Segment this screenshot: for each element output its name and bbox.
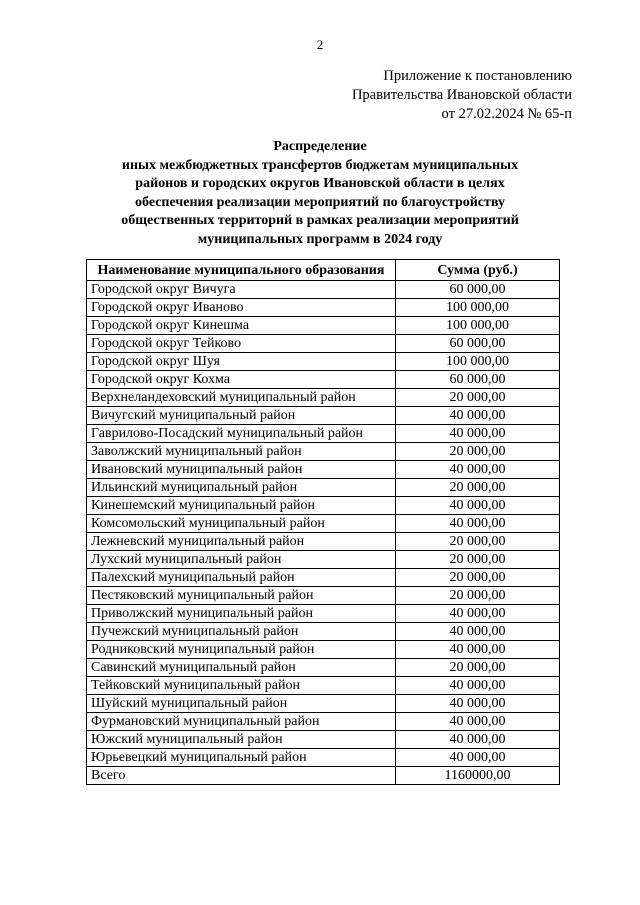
- table-row: [87, 479, 560, 497]
- title-line: районов и городских округов Ивановской области в целях: [135, 176, 505, 192]
- cell-name: Гаврилово-Посадский муниципальный район: [87, 425, 396, 443]
- cell-sum: 40 000,00: [396, 515, 560, 533]
- header-name: Наименование муниципального образования: [87, 260, 396, 281]
- cell-sum: 100 000,00: [396, 299, 560, 317]
- appendix-line-1: Приложение к постановлению: [383, 68, 572, 84]
- cell-name: Фурмановский муниципальный район: [87, 713, 396, 731]
- table-row: [87, 749, 560, 767]
- appendix-line-3: от 27.02.2024 № 65-п: [441, 106, 572, 122]
- table-row: [87, 425, 560, 443]
- table-row: [87, 371, 560, 389]
- cell-name: Тейковский муниципальный район: [87, 677, 396, 695]
- table-row: [87, 767, 560, 785]
- page-number: 2: [316, 37, 324, 52]
- cell-name: Савинский муниципальный район: [87, 659, 396, 677]
- cell-sum: 20 000,00: [396, 587, 560, 605]
- cell-sum: 40 000,00: [396, 641, 560, 659]
- table-row: [87, 569, 560, 587]
- cell-name: Ильинский муниципальный район: [87, 479, 396, 497]
- table-row: [87, 515, 560, 533]
- cell-name: Пестяковский муниципальный район: [87, 587, 396, 605]
- cell-sum: 60 000,00: [396, 371, 560, 389]
- table-row: [87, 299, 560, 317]
- cell-name: Комсомольский муниципальный район: [87, 515, 396, 533]
- cell-sum: 20 000,00: [396, 533, 560, 551]
- table-row: [87, 389, 560, 407]
- cell-sum: 40 000,00: [396, 677, 560, 695]
- cell-name: Лежневский муниципальный район: [87, 533, 396, 551]
- table-row: [87, 461, 560, 479]
- cell-name: Городской округ Шуя: [87, 353, 396, 371]
- cell-sum: 40 000,00: [396, 497, 560, 515]
- cell-sum: 40 000,00: [396, 407, 560, 425]
- title-line: общественных территорий в рамках реализации мероприятий: [121, 213, 519, 229]
- cell-sum: 20 000,00: [396, 443, 560, 461]
- cell-sum: 100 000,00: [396, 353, 560, 371]
- cell-sum: 100 000,00: [396, 317, 560, 335]
- cell-name: Южский муниципальный район: [87, 731, 396, 749]
- cell-name: Заволжский муниципальный район: [87, 443, 396, 461]
- cell-name: Родниковский муниципальный район: [87, 641, 396, 659]
- table-row: [87, 497, 560, 515]
- cell-sum: 60 000,00: [396, 335, 560, 353]
- cell-sum: 20 000,00: [396, 551, 560, 569]
- cell-name: Шуйский муниципальный район: [87, 695, 396, 713]
- table-row: [87, 551, 560, 569]
- table-body: [87, 281, 560, 785]
- distribution-table: [86, 259, 560, 785]
- header-sum: Сумма (руб.): [396, 260, 560, 281]
- cell-sum: 40 000,00: [396, 713, 560, 731]
- cell-sum: 1160000,00: [396, 767, 560, 785]
- table-row: [87, 659, 560, 677]
- cell-name: Кинешемский муниципальный район: [87, 497, 396, 515]
- table-row: [87, 587, 560, 605]
- cell-name: Городской округ Кохма: [87, 371, 396, 389]
- cell-name: Юрьевецкий муниципальный район: [87, 749, 396, 767]
- cell-sum: 40 000,00: [396, 749, 560, 767]
- title-heading: Распределение: [273, 139, 367, 154]
- cell-sum: 40 000,00: [396, 695, 560, 713]
- table-row: [87, 605, 560, 623]
- table-row: [87, 695, 560, 713]
- cell-name: Городской округ Кинешма: [87, 317, 396, 335]
- cell-sum: 40 000,00: [396, 623, 560, 641]
- table-row: [87, 533, 560, 551]
- cell-name: Палехский муниципальный район: [87, 569, 396, 587]
- table-row: [87, 623, 560, 641]
- table-header-row: [87, 260, 560, 281]
- table-row: [87, 317, 560, 335]
- cell-sum: 40 000,00: [396, 605, 560, 623]
- cell-name: Городской округ Тейково: [87, 335, 396, 353]
- table-row: [87, 641, 560, 659]
- cell-name: Городской округ Иваново: [87, 299, 396, 317]
- cell-name: Вичугский муниципальный район: [87, 407, 396, 425]
- document-title: [90, 138, 550, 250]
- cell-sum: 40 000,00: [396, 461, 560, 479]
- cell-name: Пучежский муниципальный район: [87, 623, 396, 641]
- appendix-note: [352, 67, 572, 124]
- cell-name: Ивановский муниципальный район: [87, 461, 396, 479]
- table-row: [87, 353, 560, 371]
- table-row: [87, 443, 560, 461]
- title-line: обеспечения реализации мероприятий по благоустройству: [135, 194, 505, 210]
- cell-name: Лухский муниципальный район: [87, 551, 396, 569]
- table-row: [87, 407, 560, 425]
- cell-sum: 20 000,00: [396, 569, 560, 587]
- cell-sum: 60 000,00: [396, 281, 560, 299]
- cell-name: Верхнеландеховский муниципальный район: [87, 389, 396, 407]
- appendix-line-2: Правительства Ивановской области: [351, 87, 572, 103]
- title-line: иных межбюджетных трансфертов бюджетам муниципальных: [121, 157, 519, 173]
- cell-name: Приволжский муниципальный район: [87, 605, 396, 623]
- table-row: [87, 335, 560, 353]
- cell-name: Всего: [87, 767, 396, 785]
- cell-name: Городской округ Вичуга: [87, 281, 396, 299]
- cell-sum: 40 000,00: [396, 731, 560, 749]
- cell-sum: 20 000,00: [396, 389, 560, 407]
- table-row: [87, 713, 560, 731]
- table-row: [87, 677, 560, 695]
- cell-sum: 40 000,00: [396, 425, 560, 443]
- title-line: муниципальных программ в 2024 году: [197, 231, 443, 247]
- table-row: [87, 281, 560, 299]
- cell-sum: 20 000,00: [396, 479, 560, 497]
- cell-sum: 20 000,00: [396, 659, 560, 677]
- table-row: [87, 731, 560, 749]
